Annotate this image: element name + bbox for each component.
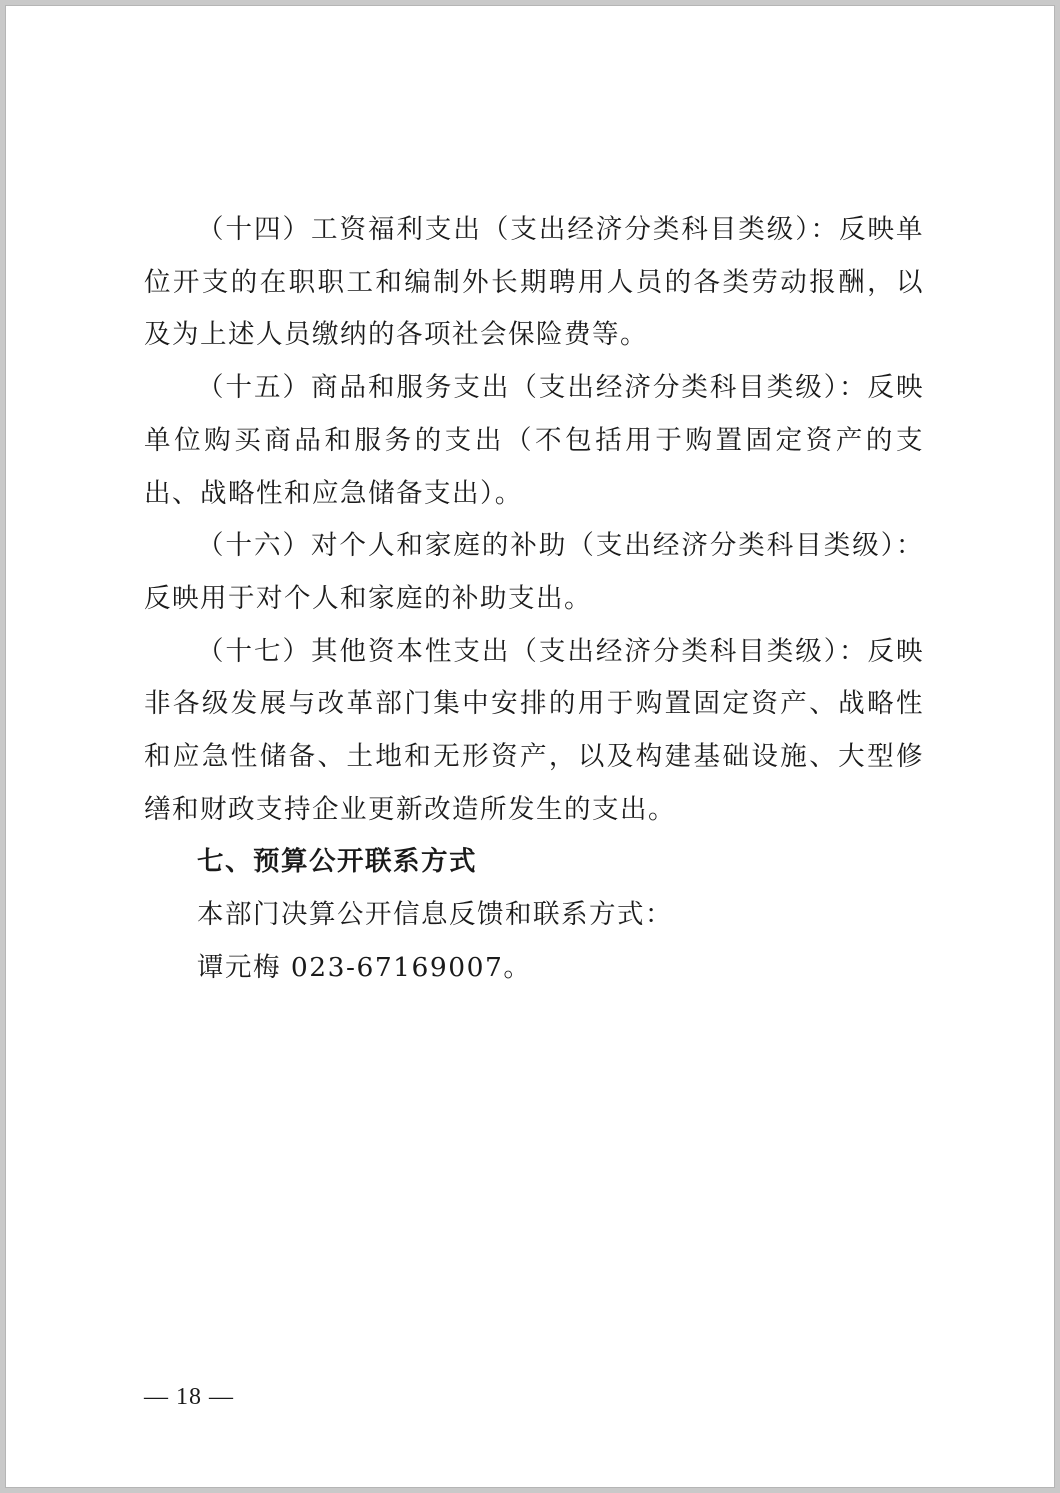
document-body xyxy=(144,204,924,995)
paragraph-text: 反映单位购买商品和服务的支出（不包括用于购置固定资产的支出、战略性和应急储备支出）。 xyxy=(144,372,925,509)
paragraph-other-capital xyxy=(144,626,924,837)
page-number: — 18 — xyxy=(144,1384,234,1410)
paragraph-text: 反映单位开支的在职职工和编制外长期聘用人员的各类劳动报酬，以及为上述人员缴纳的各项社会保险费等。 xyxy=(144,214,925,351)
paragraph-lead: （十七）其他资本性支出（支出经济分类科目类级）： xyxy=(197,635,868,667)
document-page xyxy=(5,5,1055,1488)
paragraph-lead: （十五）商品和服务支出（支出经济分类科目类级）： xyxy=(197,372,868,404)
paragraph-goods-services xyxy=(144,362,924,520)
paragraph-lead: （十四）工资福利支出（支出经济分类科目类级）： xyxy=(197,214,840,245)
paragraph-text: 反映用于对个人和家庭的补助支出。 xyxy=(144,582,592,614)
paragraph-text: 反映非各级发展与改革部门集中安排的用于购置固定资产、战略性和应急性储备、土地和无形资产，以及构建基础设施、大型修缮和财政支持企业更新改造所发生的支出。 xyxy=(144,635,925,825)
paragraph-wage-welfare xyxy=(144,204,924,362)
paragraph-household-subsidy xyxy=(144,520,924,625)
section-heading: 七、预算公开联系方式 xyxy=(197,846,477,878)
contact-line: 谭元梅 023-67169007。 xyxy=(197,951,532,983)
paragraph-lead: （十六）对个人和家庭的补助（支出经济分类科目类级）： xyxy=(197,530,924,562)
contact-intro: 本部门决算公开信息反馈和联系方式： xyxy=(197,899,673,931)
